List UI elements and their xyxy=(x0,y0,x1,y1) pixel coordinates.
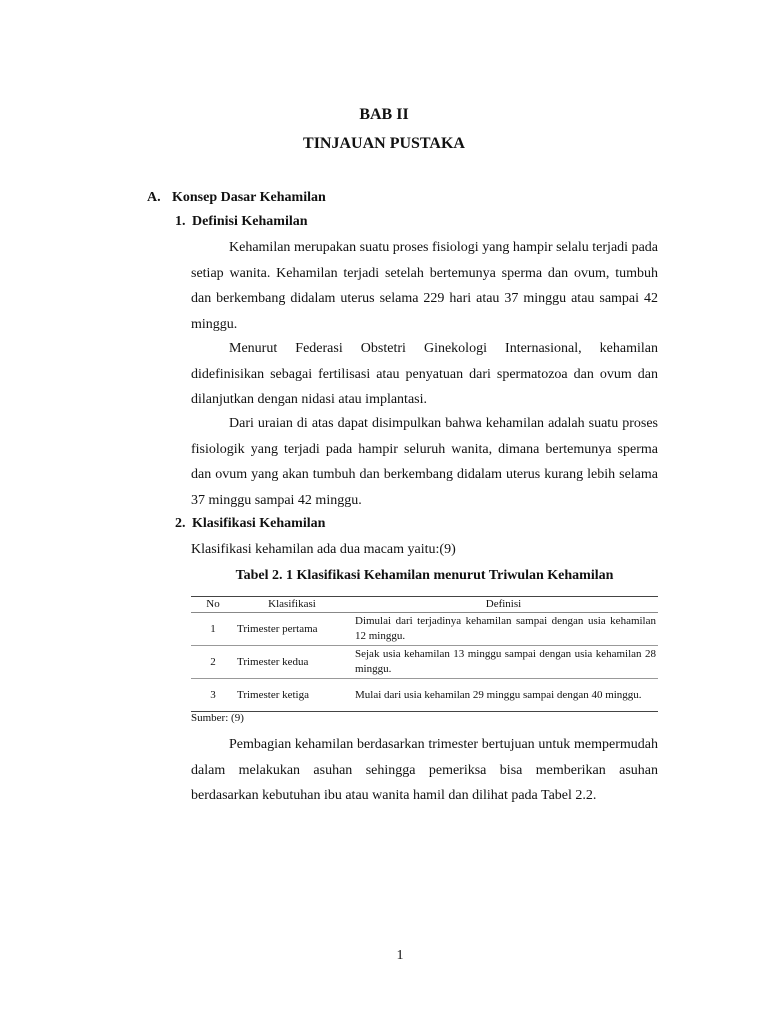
table-cell: Sejak usia kehamilan 13 minggu sampai dengan usia kehamilan 28 minggu. xyxy=(349,646,658,679)
chapter-subtitle: TINJAUAN PUSTAKA xyxy=(303,135,465,152)
paragraph: Pembagian kehamilan berdasarkan trimester bertujuan untuk mempermudah dalam melakukan asuhan sehingga pemeriksa bisa memberikan asuhan berdasarkan kebutuhan ibu atau wanita hamil dan dilihat pada Tabel 2.2. xyxy=(191,737,658,803)
subsection-marker: 2. xyxy=(175,516,186,531)
paragraph: Kehamilan merupakan suatu proses fisiologi yang hampir selalu terjadi pada setiap wanita. Kehamilan terjadi setelah bertemunya sperma dan ovum, tumbuh dan berkembang didalam uterus selama 229 hari atau 37 minggu atau sampai 42 minggu. xyxy=(191,240,658,332)
table-cell: Trimester ketiga xyxy=(235,679,349,712)
table-cell: Trimester pertama xyxy=(235,613,349,646)
table-cell: Trimester kedua xyxy=(235,646,349,679)
subsection-heading-2 xyxy=(175,516,325,532)
chapter-title: BAB II xyxy=(359,106,409,123)
table-row xyxy=(191,646,658,679)
table-header-definisi: Definisi xyxy=(349,597,658,613)
table-caption: Tabel 2. 1 Klasifikasi Kehamilan menurut Triwulan Kehamilan xyxy=(235,568,614,583)
table-source: Sumber: (9) xyxy=(191,712,244,724)
table-cell: 1 xyxy=(191,613,235,646)
table-header-no: No xyxy=(191,597,235,613)
table-cell: 3 xyxy=(191,679,235,712)
classification-table xyxy=(191,596,658,712)
section-marker: A. xyxy=(147,190,161,205)
table-cell: 2 xyxy=(191,646,235,679)
table-row xyxy=(191,679,658,712)
section-title: Konsep Dasar Kehamilan xyxy=(172,190,326,205)
paragraph: Klasifikasi kehamilan ada dua macam yaitu:(9) xyxy=(191,542,456,557)
page-number: 1 xyxy=(396,948,404,963)
paragraph: Menurut Federasi Obstetri Ginekologi Internasional, kehamilan didefinisikan sebagai fertilisasi atau penyatuan dari spermatozoa dan ovum dan dilanjutkan dengan nidasi atau implantasi. xyxy=(191,341,658,407)
table-header-klasifikasi: Klasifikasi xyxy=(235,597,349,613)
table-cell: Mulai dari usia kehamilan 29 minggu sampai dengan 40 minggu. xyxy=(349,679,658,712)
paragraph: Dari uraian di atas dapat disimpulkan bahwa kehamilan adalah suatu proses fisiologik yang terjadi pada hampir seluruh wanita, dimana bertemunya sperma dan ovum yang akan tumbuh dan berkembang didalam uterus kurang lebih selama 37 minggu sampai 42 minggu. xyxy=(191,416,658,508)
subsection-marker: 1. xyxy=(175,214,186,229)
section-heading-a xyxy=(147,190,326,206)
table-row xyxy=(191,613,658,646)
subsection-heading-1 xyxy=(175,214,308,230)
table-cell: Dimulai dari terjadinya kehamilan sampai dengan usia kehamilan 12 minggu. xyxy=(349,613,658,646)
subsection-title: Definisi Kehamilan xyxy=(192,214,308,229)
subsection-title: Klasifikasi Kehamilan xyxy=(192,516,326,531)
